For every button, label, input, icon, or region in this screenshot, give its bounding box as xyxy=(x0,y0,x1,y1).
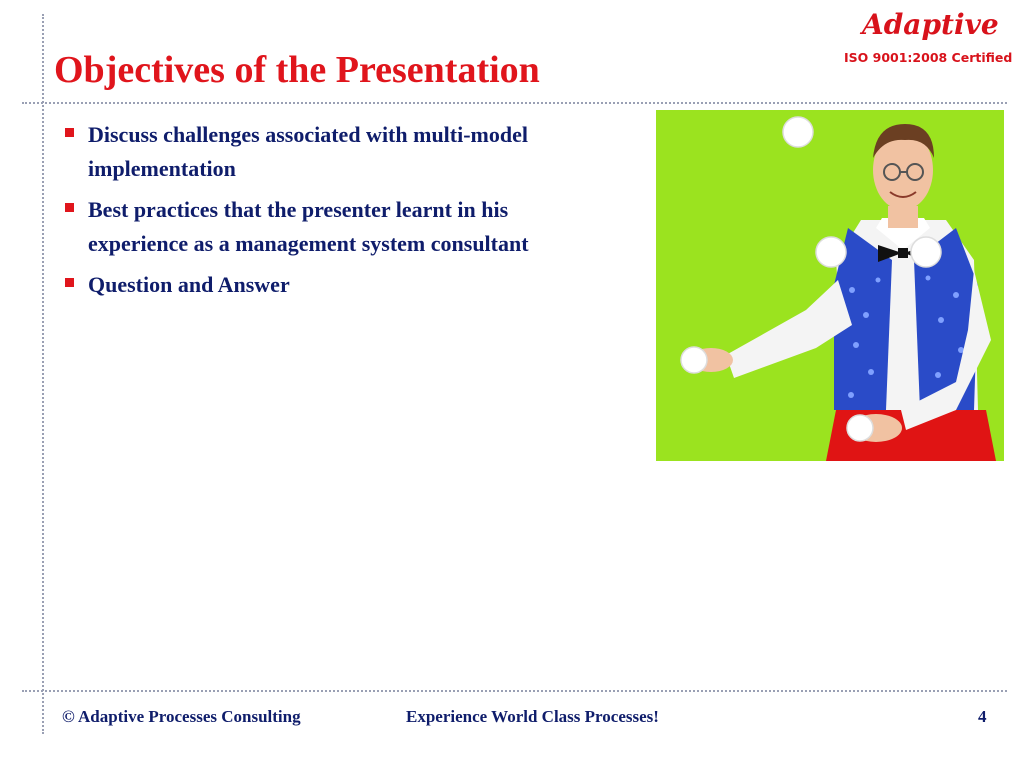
logo-name: Adaptive xyxy=(862,8,999,41)
juggler-photo xyxy=(656,110,1004,461)
bullet-item xyxy=(62,193,602,261)
bullet-list xyxy=(62,118,602,309)
bullet-item xyxy=(62,118,602,186)
bullet-square-icon xyxy=(65,128,74,137)
bottom-divider xyxy=(22,690,1007,692)
bullet-item xyxy=(62,268,602,302)
company-logo xyxy=(820,8,1016,70)
slide-footer xyxy=(0,700,1024,736)
vertical-divider xyxy=(42,14,44,734)
slide-title: Objectives of the Presentation xyxy=(54,49,540,91)
bullet-text: Question and Answer xyxy=(88,272,290,297)
bullet-text: Best practices that the presenter learnt in his experience as a management system consultant xyxy=(88,197,529,256)
footer-tagline: Experience World Class Processes! xyxy=(406,707,659,726)
top-divider xyxy=(22,102,1007,104)
bullet-square-icon xyxy=(65,278,74,287)
bullet-square-icon xyxy=(65,203,74,212)
page-number: 4 xyxy=(978,707,987,726)
juggler-illustration xyxy=(656,110,1004,461)
logo-certification: ISO 9001:2008 Certified xyxy=(844,50,1013,65)
footer-copyright: © Adaptive Processes Consulting xyxy=(62,707,301,726)
bullet-text: Discuss challenges associated with multi-model implementation xyxy=(88,122,528,181)
